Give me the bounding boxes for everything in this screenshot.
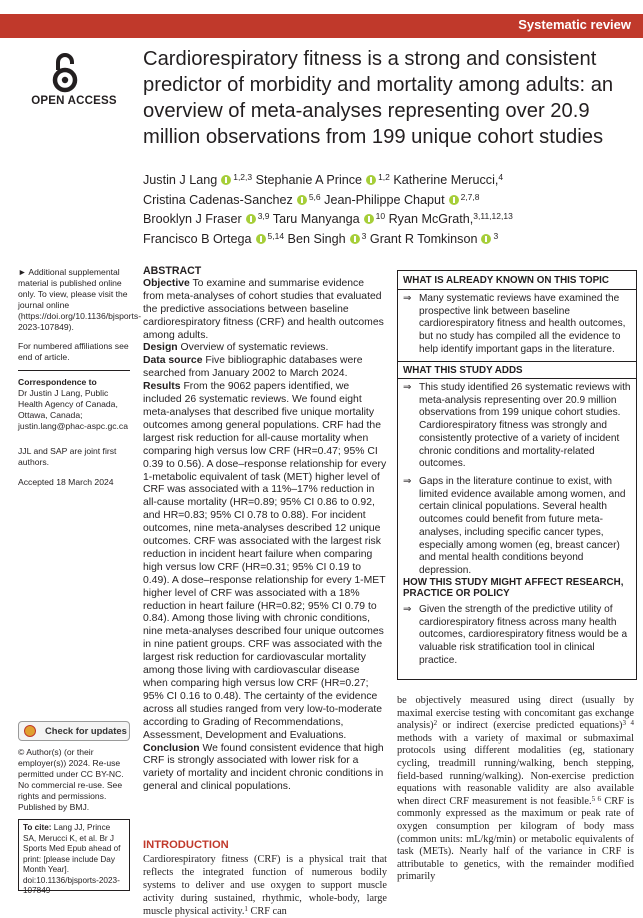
orcid-icon[interactable] [246, 214, 256, 224]
known-heading: WHAT IS ALREADY KNOWN ON THIS TOPIC [403, 275, 609, 286]
divider [398, 361, 636, 362]
correspondence-heading: Correspondence to [18, 377, 97, 387]
body-text-right-column [397, 695, 634, 884]
design-text: Overview of systematic reviews. [180, 342, 329, 354]
divider [398, 289, 636, 290]
results-text: From the 9062 papers identified, we included 26 systematic reviews. We found eight meta-analyses that described five unique mortality outcomes among general populations. CRF had the largest risk reduction for all-cause mortality when comparing high versus low CRF (HR=0.47; 95% CI 0.39 to 0.56). A dose–response relationship for every 1-metabolic equivalent of task (MET) higher level of CRF was associated with a 11%–17% reduction in all-cause mortality (HR=0.89; 95% CI 0.86 to 0.92, and HR=0.83; 95% CI 0.78 to 0.88). For incident outcomes, nine meta-analyses described 12 unique outcomes. CRF was associated with the largest risk reduction in incident heart failure when comparing high versus low CRF (HR=0.31; 95% CI 0.19 to 0.49). A dose–response relationship for every 1-MET higher level of CRF was associated with a 18% reduction in heart failure (HR=0.82; 95% CI 0.79 to 0.84). Among those living with chronic conditions, nine meta-analyses described four unique outcomes in nine patient groups. CRF was associated with the largest risk reduction for cardiovascular mortality among those living with cardiovascular disease when comparing high versus low CRF (HR=0.27; 95% CI 0.16 to 0.48). The certainty of the evidence across all studies ranged from very low-to-moderate according to Grading of Recommendations, Assessment, Development and Evaluations. [143, 381, 387, 741]
author-line [143, 191, 638, 211]
author-name: Stephanie A Prince [255, 173, 363, 187]
divider [398, 378, 636, 379]
author-line [143, 171, 638, 191]
author-name: Ryan McGrath, [388, 212, 474, 226]
body-text: methods with a variety of maximal or submaximal protocols using different modalities (eg, stationary cycling, treadmill running/walking, bench stepping, field-based running/walking). Non-exercise prediction equations with reasonable validity are also available when direct CRF measurement is not feasible. [397, 732, 634, 807]
design-label: Design [143, 342, 178, 354]
author-affiliation: 1,2 [378, 172, 390, 182]
author-affiliation: 5,6 [308, 191, 321, 202]
affect-heading: HOW THIS STUDY MIGHT AFFECT RESEARCH, PRACTICE OR POLICY [403, 577, 624, 599]
divider [18, 370, 130, 371]
datasource-text: Five bibliographic databases were searched from January 2002 to March 2024. [143, 355, 363, 380]
introduction-heading: INTRODUCTION [143, 839, 229, 851]
orcid-icon[interactable] [449, 195, 459, 205]
results-label: Results [143, 381, 181, 393]
author-line [143, 230, 638, 250]
orcid-icon[interactable] [256, 234, 266, 244]
correspondence-body: Dr Justin J Lang, Public Health Agency of Canada, Ottawa, Canada; justin.lang@phac-aspc.gc.ca [18, 388, 128, 431]
orcid-icon[interactable] [221, 175, 231, 185]
orcid-icon[interactable] [350, 234, 360, 244]
orcid-icon[interactable] [297, 195, 307, 205]
author-name: Taru Manyanga [272, 212, 360, 226]
section-label: Systematic review [518, 17, 631, 32]
author-affiliation: 3 [361, 230, 367, 241]
objective-text: To examine and summarise evidence from meta-analyses of cohort studies that evaluated the predictive associations between baseline cardiorespiratory fitness (CRF) and health outcomes among adults. [143, 277, 384, 341]
known-item [403, 293, 633, 357]
supplemental-note: ► Additional supplemental material is published online only. To view, please visit the journal online (https://doi.org/10.1136/bjsports-2023-107849). [18, 267, 142, 332]
affect-item [403, 604, 633, 668]
citation-ref: 5 6 [591, 794, 602, 803]
copyright-note: © Author(s) (or their employer(s)) 2024. Re-use permitted under CC BY-NC. No commercial re-use. See rights and permissions. Published by BMJ. [18, 747, 124, 812]
author-name: Katherine Merucci, [393, 173, 499, 187]
author-affiliation: 4 [498, 172, 504, 182]
adds-item-text: Gaps in the literature continue to exist, with limited evidence available among women, and certain clinical populations. Several health outcomes could benefit from future meta-analyses, including specific cancer types, especially among women (eg, breast cancer) and mental health conditions beyond depression. [419, 476, 626, 576]
datasource-label: Data source [143, 355, 203, 367]
author-affiliation: 10 [375, 211, 386, 221]
article-title [143, 46, 638, 150]
affiliations-note: For numbered affiliations see end of article. [18, 341, 129, 362]
adds-heading: WHAT THIS STUDY ADDS [403, 365, 523, 376]
objective-label: Objective [143, 277, 190, 289]
author-line [143, 210, 638, 230]
author-affiliation: 3 [493, 230, 499, 241]
author-name: Grant R Tomkinson [369, 231, 478, 246]
title-line: Cardiorespiratory fitness is a strong and consistent [143, 48, 597, 70]
adds-item [403, 382, 633, 471]
key-messages-box [397, 270, 637, 680]
author-name: Francisco B Ortega [143, 231, 252, 246]
cite-body: Lang JJ, Prince SA, Merucci K, et al. Br J Sports Med Epub ahead of print: [please include Day Month Year]. doi:10.1136/bjsports-2023-107849 [23, 823, 121, 895]
body-text: or indirect (exercise predicted equations) [437, 720, 623, 732]
arrow-icon: ⇒ [403, 476, 412, 487]
intro-text: Cardiorespiratory fitness (CRF) is a physical trait that reflects the integrated function of numerous bodily systems to deliver and use oxygen to support muscle activity during sustained, rhythmic, whole-body, large muscle physical activity. [143, 854, 387, 917]
title-line: overview of meta-analyses representing over 20.9 [143, 100, 590, 122]
known-item-text: Many systematic reviews have examined the prospective link between baseline cardiorespiratory fitness and health outcomes, but no study has compiled all the evidence to help identify important gaps in the literature. [419, 293, 626, 355]
arrow-icon: ⇒ [403, 604, 412, 615]
adds-item [403, 476, 633, 578]
orcid-icon[interactable] [364, 214, 374, 224]
author-affiliation: 5,14 [267, 230, 285, 241]
check-for-updates-button[interactable] [18, 721, 130, 741]
check-updates-label: Check for updates [45, 725, 127, 736]
citation-ref: 1 [244, 905, 248, 913]
check-updates-icon [24, 725, 36, 737]
author-name: Jean-Philippe Chaput [324, 192, 445, 207]
affect-item-text: Given the strength of the predictive utility of cardiorespiratory fitness across many health outcomes, cardiorespiratory fitness would be a valuable risk stratification tool in clinical practice. [419, 604, 628, 666]
introduction-text [143, 853, 387, 918]
citation-ref: 3 4 [622, 719, 634, 728]
body-text: CRF is commonly expressed as the maximum or peak rate of oxygen consumption per kilogram of body mass (common units: mL/kg/min) or metabolic equivalents of task (METs). Nearly half of the variance in CRF is attributable to genetics, with the remainder modified primarily [397, 795, 634, 883]
open-access-lock-icon [52, 52, 78, 92]
conclusion-label: Conclusion [143, 742, 200, 754]
author-affiliation: 2,7,8 [460, 191, 480, 202]
intro-text: CRF can [247, 906, 287, 917]
author-name: Cristina Cadenas-Sanchez [143, 192, 293, 207]
author-name: Ben Singh [287, 231, 346, 246]
author-affiliation: 3,11,12,13 [473, 211, 513, 221]
section-banner [0, 14, 643, 38]
joint-first-note: JJL and SAP are joint first authors. [18, 446, 117, 467]
orcid-icon[interactable] [366, 175, 376, 185]
orcid-icon[interactable] [481, 234, 491, 244]
citation-ref: 2 [433, 719, 438, 728]
adds-item-text: This study identified 26 systematic reviews with meta-analysis representing over 20.9 million observations from 199 unique cohort studies. Cardiorespiratory fitness was strongly and consistently protective of a variety of incident chronic conditions and mortality-related outcomes. [419, 382, 631, 470]
abstract [143, 265, 387, 794]
cite-heading: To cite: [23, 823, 52, 832]
accepted-date: Accepted 18 March 2024 [18, 477, 114, 487]
cite-box [18, 819, 130, 895]
title-line: million observations from 199 unique cohort studies [143, 126, 604, 148]
conclusion-text: We found consistent evidence that high CRF is strongly associated with lower risk for a variety of mortality and incident chronic conditions in general and clinical populations. [143, 742, 384, 793]
arrow-icon: ⇒ [403, 293, 412, 304]
author-affiliation: 1,2,3 [233, 172, 253, 182]
author-list [143, 171, 638, 249]
open-access-label: OPEN ACCESS [31, 95, 117, 107]
abstract-heading: ABSTRACT [143, 265, 202, 277]
author-name: Justin J Lang [143, 173, 218, 187]
body-text: be objectively measured using direct (usually by maximal exercise testing with concomitant gas exchange analysis) [397, 695, 634, 732]
author-affiliation: 3,9 [257, 211, 270, 221]
title-line: predictor of morbidity and mortality among adults: an [143, 74, 614, 96]
author-name: Brooklyn J Fraser [143, 212, 242, 226]
arrow-icon: ⇒ [403, 382, 412, 393]
correspondence [18, 377, 130, 432]
